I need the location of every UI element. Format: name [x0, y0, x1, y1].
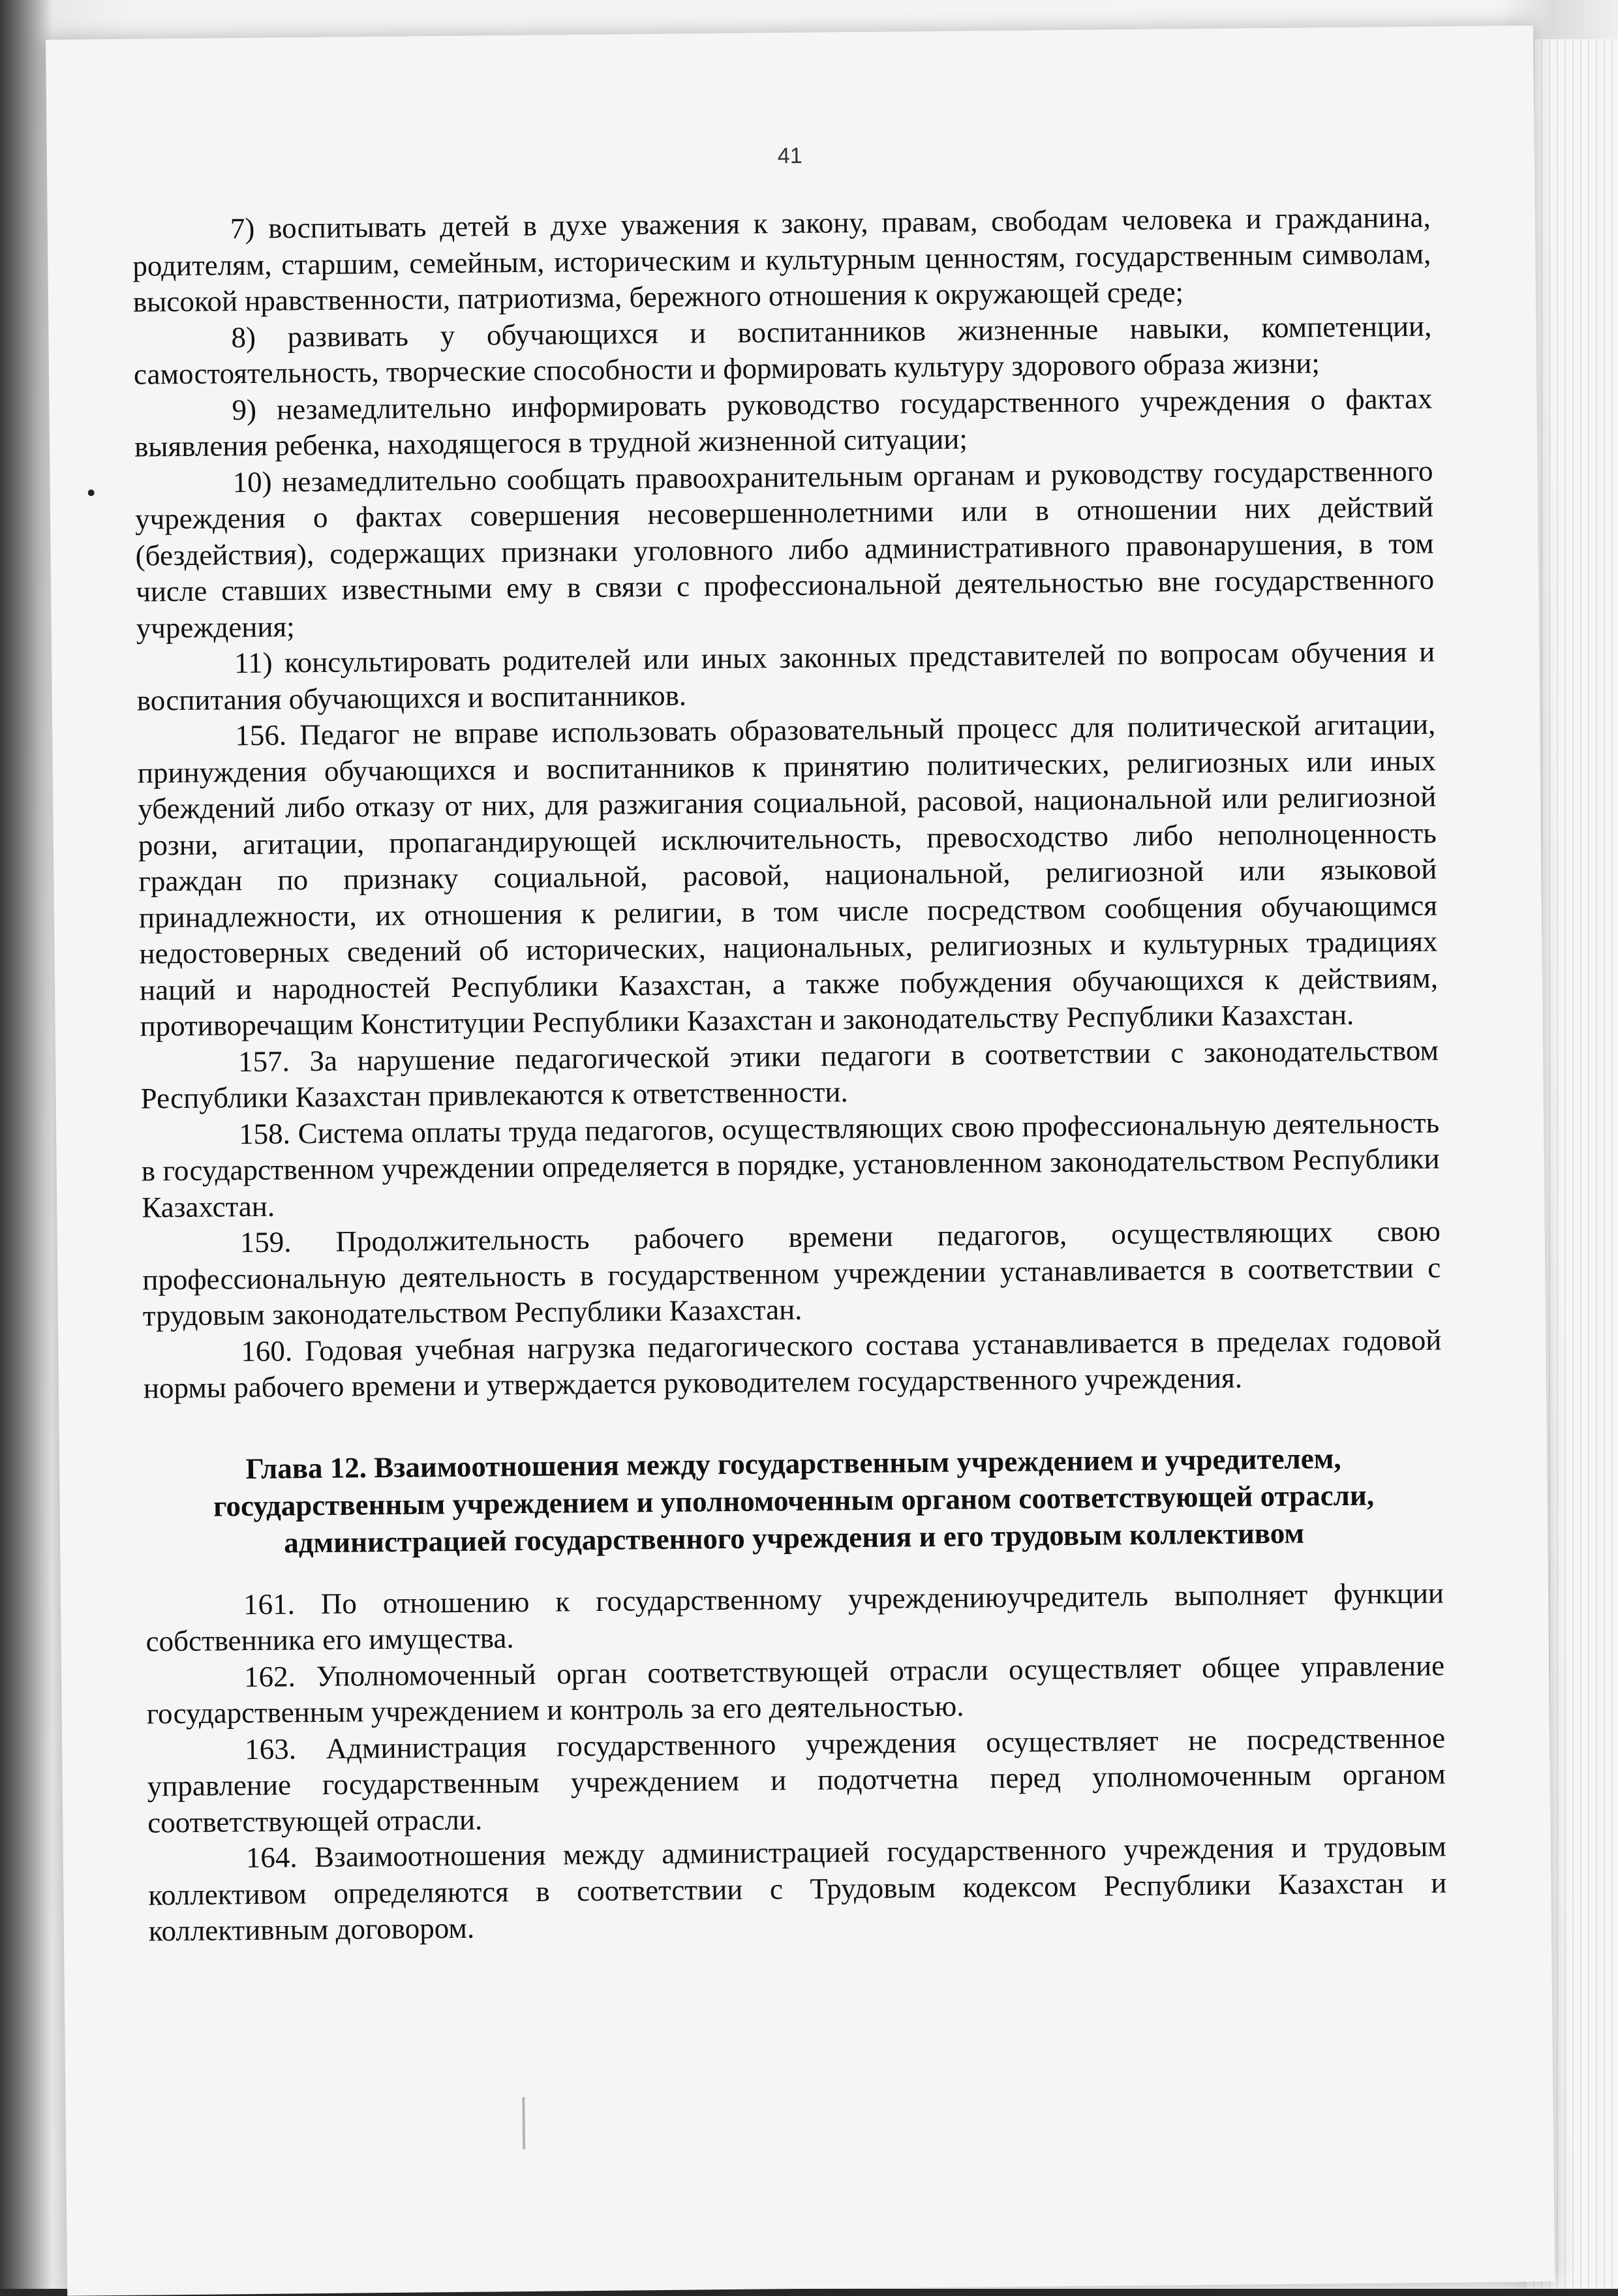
paragraph-duty-8: 8) развивать у обучающихся и воспитанников жизненные навыки, компетенции, самостоятельность, творческие способности и формировать культуру здорового образа жизни; — [133, 309, 1432, 391]
page-number: 41 — [777, 143, 802, 169]
paragraph-157: 157. За нарушение педагогической этики педагоги в соответствии с законодательством Республики Казахстан привлекаются к ответственности. — [140, 1033, 1439, 1115]
paragraph-duty-7: 7) воспитывать детей в духе уважения к закону, правам, свободам человека и гражданина, родителям, старшим, семейным, историческим и культурным ценностям, государственным символам, высокой нравственности, патриотизма, бережного отношения к окружающей среде; — [132, 200, 1431, 318]
scan-mark — [522, 2097, 525, 2149]
paragraph-156: 156. Педагог не вправе использовать образовательный процесс для политической агитации, принуждения обучающихся и воспитанников к принятию политических, религиозных или иных убеждений либо отказу от них, для разжигания социальной, расовой, национальной или религиозной розни, агитации, пропагандирующей исключительность, превосходство либо неполноценность граждан по признаку социальной, расовой, национальной, религиозной или языковой принадлежности, их отношения к религии, в том числе посредством сообщения обучающимся недостоверных сведений об исторических, национальных, религиозных и культурных традициях наций и народностей Республики Казахстан, а также побуждения обучающихся к действиям, противоречащим Конституции Республики Казахстан и законодательству Республики Казахстан. — [137, 707, 1439, 1043]
document-body — [132, 200, 1447, 1950]
ink-dot — [88, 489, 95, 496]
paragraph-162: 162. Уполномоченный орган соответствующей отрасли осуществляет общее управление государственным учреждением и контроль за его деятельностью. — [146, 1648, 1445, 1730]
paragraph-duty-10: 10) незамедлительно сообщать правоохранительным органам и руководству государственного учреждения о фактах совершения несовершеннолетними или в отношении них действий (бездействия), содержащих признаки уголовного либо административного правонарушения, в том числе ставших известными ему в связи с профессиональной деятельностью вне государственного учреждения; — [134, 454, 1435, 645]
paragraph-160: 160. Годовая учебная нагрузка педагогического состава устанавливается в пределах годовой нормы рабочего времени и утверждается руководителем государственного учреждения. — [143, 1323, 1442, 1405]
paragraph-duty-11: 11) консультировать родителей или иных законных представителей по вопросам обучения и воспитания обучающихся и воспитанников. — [136, 635, 1435, 717]
document-page — [46, 25, 1555, 2296]
paragraph-duty-9: 9) незамедлительно информировать руководство государственного учреждения о фактах выявления ребенка, находящегося в трудной жизненной ситуации; — [134, 382, 1433, 463]
paragraph-164: 164. Взаимоотношения между администрацией государственного учреждения и трудовым коллективом определяются в соответствии с Трудовым кодексом Республики Казахстан и коллективным договором. — [148, 1829, 1447, 1948]
paragraph-161: 161. По отношению к государственному учреждениюучредитель выполняет функции собственника его имущества. — [145, 1576, 1444, 1658]
chapter-heading: Глава 12. Взаимоотношения между государственным учреждением и учредителем, государственным учреждением и уполномоченным органом соответствующей отрасли, администрацией государственного учреждения и его трудовым коллективом — [213, 1441, 1375, 1559]
paragraph-163: 163. Администрация государственного учреждения осуществляет не посредственное управление государственным учреждением и подотчетна перед уполномоченным органом соответствующей отрасли. — [147, 1721, 1446, 1839]
paragraph-159: 159. Продолжительность рабочего времени педагогов, осуществляющих свою профессиональную деятельность в государственном учреждении устанавливается в соответствии с трудовым законодательством Республики Казахстан. — [142, 1214, 1441, 1332]
paragraph-158: 158. Система оплаты труда педагогов, осуществляющих свою профессиональную деятельность в государственном учреждении определяется в порядке, установленном законодательством Республики Казахстан. — [141, 1106, 1440, 1224]
